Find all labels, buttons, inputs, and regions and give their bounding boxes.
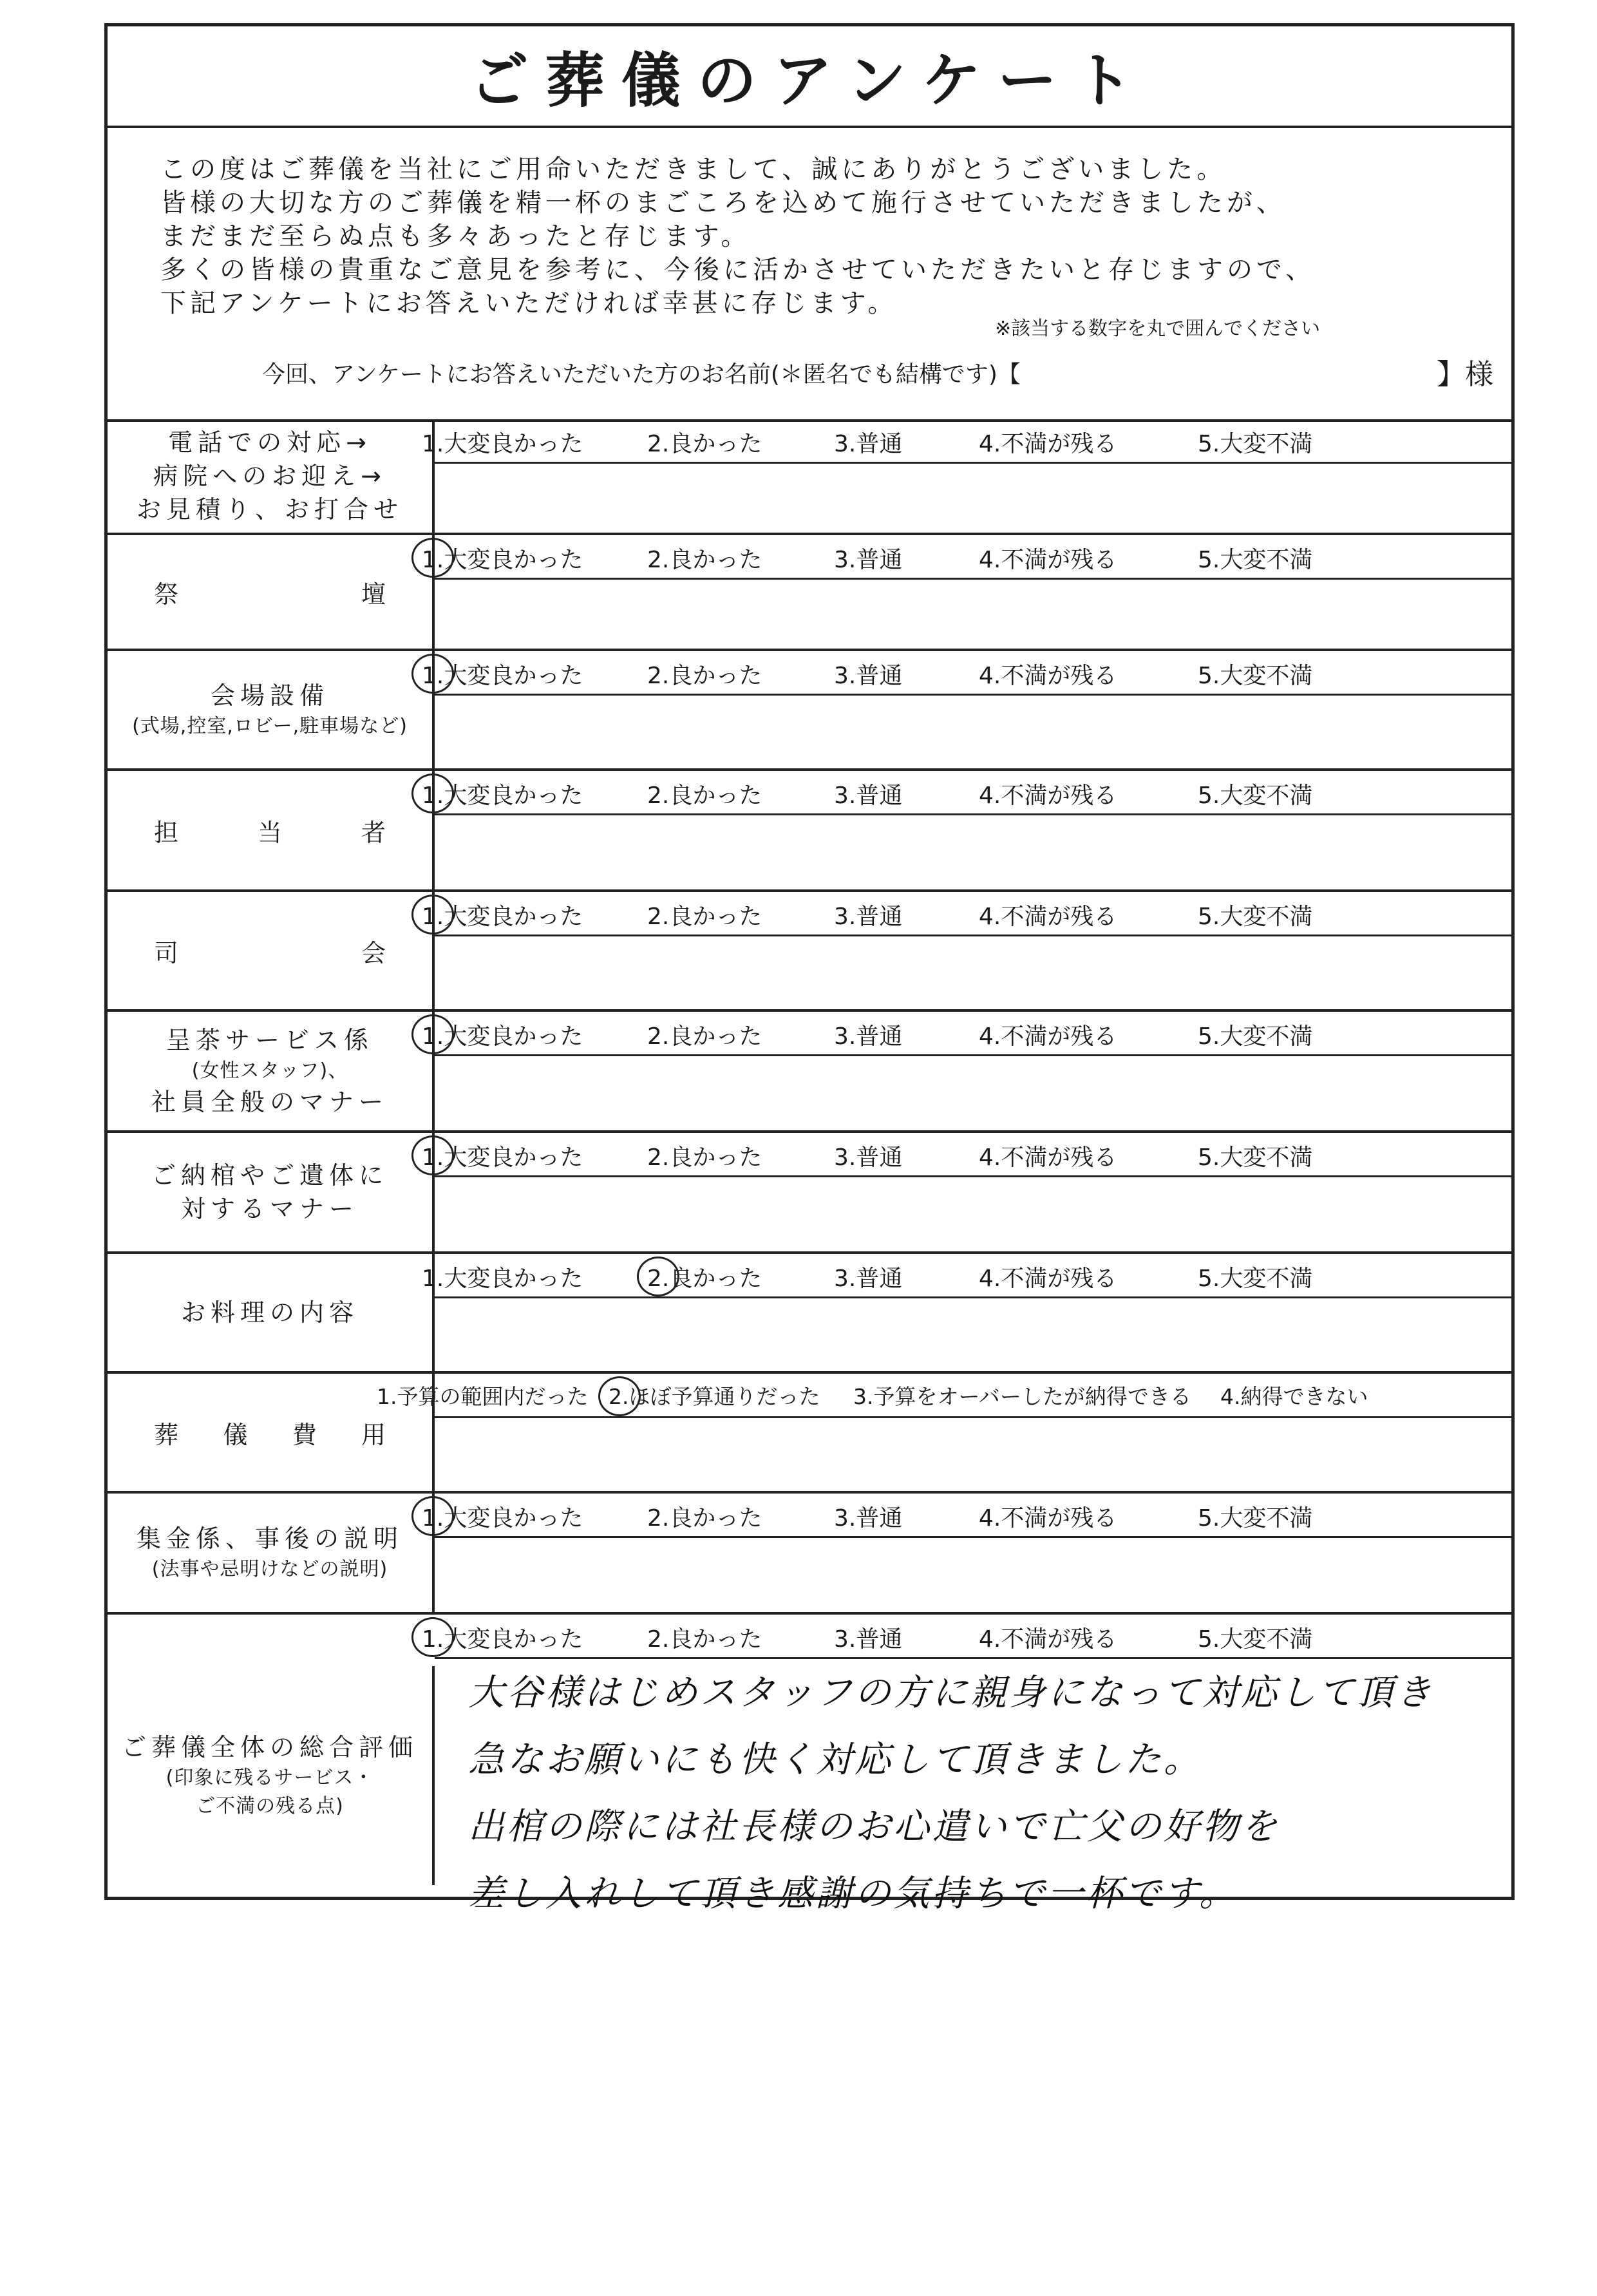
selected-circle <box>598 1376 641 1416</box>
label-sub: (印象に残るサービス・ <box>165 1767 374 1789</box>
option-divider <box>435 1296 1511 1298</box>
label-char: 当 <box>257 818 282 847</box>
rating-option[interactable]: 1.大変良かった <box>422 904 583 930</box>
selected-circle <box>411 654 454 694</box>
option-divider <box>435 813 1511 815</box>
label-line: 集金係、事後の説明 <box>136 1524 403 1553</box>
rating-option[interactable]: 3.普通 <box>834 1505 903 1532</box>
intro-line: この度はご葬儀を当社にご用命いただきまして、誠にありがとうございました。 <box>160 155 1227 184</box>
rating-option[interactable]: 4.不満が残る <box>979 1144 1117 1171</box>
rating-option[interactable]: 2.ほぼ予算通りだった <box>609 1384 820 1409</box>
rating-option[interactable]: 5.大変不満 <box>1198 904 1313 930</box>
question-label <box>108 1666 435 1885</box>
rating-option[interactable]: 2.良かった <box>647 1266 762 1292</box>
rating-option[interactable]: 1.大変良かった <box>422 1505 583 1532</box>
handwritten-comment[interactable] <box>468 1660 1434 1928</box>
label-char: 費 <box>292 1420 317 1449</box>
rating-option[interactable]: 1.大変良かった <box>422 1266 583 1292</box>
question-row <box>108 535 1511 651</box>
rating-option[interactable]: 3.普通 <box>834 431 903 457</box>
intro-line: まだまだ至らぬ点も多々あったと存じます。 <box>160 222 751 251</box>
rating-option[interactable]: 2.良かった <box>647 663 762 689</box>
question-row <box>108 1133 1511 1254</box>
title-box <box>108 26 1511 128</box>
option-divider <box>435 1536 1511 1538</box>
intro-section <box>108 126 1511 422</box>
question-rows <box>108 419 1511 1915</box>
rating-option[interactable]: 3.予算をオーバーしたが納得できる <box>853 1384 1191 1409</box>
rating-option[interactable]: 1.予算の範囲内だった <box>377 1384 589 1409</box>
question-label <box>108 1494 435 1612</box>
rating-option[interactable]: 1.大変良かった <box>422 783 583 809</box>
label-spread <box>154 1415 386 1450</box>
intro-line: 下記アンケートにお答えいただければ幸甚に存じます。 <box>160 289 898 318</box>
question-row <box>108 1254 1511 1374</box>
option-divider <box>435 1054 1511 1056</box>
label-char: 壇 <box>361 580 386 609</box>
selected-circle <box>637 1257 679 1296</box>
intro-line: 皆様の大切な方のご葬儀を精一杯のまごころを込めて施行させていただきましたが、 <box>160 188 1286 218</box>
label-spread <box>154 933 386 969</box>
rating-option[interactable]: 3.普通 <box>834 783 903 809</box>
option-divider <box>435 1175 1511 1177</box>
rating-option[interactable]: 4.不満が残る <box>979 547 1117 573</box>
name-suffix: 】様 <box>1437 358 1493 391</box>
name-prompt: 今回、アンケートにお答えいただいた方のお名前(＊匿名でも結構です)【 <box>262 361 1021 388</box>
rating-option[interactable]: 2.良かった <box>647 1144 762 1171</box>
rating-option[interactable]: 5.大変不満 <box>1198 663 1313 689</box>
label-line: ご納棺やご遺体に <box>151 1161 388 1190</box>
label-sub: (式場,控室,ロビー,駐車場など) <box>132 715 408 737</box>
rating-option[interactable]: 5.大変不満 <box>1198 431 1313 457</box>
question-label <box>108 419 435 533</box>
rating-option[interactable]: 5.大変不満 <box>1198 547 1313 573</box>
rating-option[interactable]: 4.不満が残る <box>979 663 1117 689</box>
rating-option[interactable]: 3.普通 <box>834 663 903 689</box>
rating-option[interactable]: 3.普通 <box>834 1144 903 1171</box>
rating-option[interactable]: 3.普通 <box>834 904 903 930</box>
label-line: 社員全般のマナー <box>151 1088 388 1116</box>
selected-circle <box>411 1014 454 1054</box>
rating-option[interactable]: 3.普通 <box>834 547 903 573</box>
label-char: 会 <box>361 938 386 967</box>
comment-line: 急なお願いにも快く対応して頂きました。 <box>468 1739 1202 1781</box>
selected-circle <box>411 773 454 813</box>
question-label <box>108 1133 435 1251</box>
label-line: 呈茶サービス係 <box>165 1026 373 1054</box>
selected-circle <box>411 538 454 578</box>
rating-option[interactable]: 5.大変不満 <box>1198 783 1313 809</box>
question-row <box>108 651 1511 771</box>
option-divider <box>435 578 1511 580</box>
rating-option[interactable]: 3.普通 <box>834 1626 903 1653</box>
rating-option[interactable]: 4.不満が残る <box>979 904 1117 930</box>
selected-circle <box>411 1496 454 1536</box>
label-line: 対するマナー <box>180 1195 359 1223</box>
rating-option[interactable]: 3.普通 <box>834 1266 903 1292</box>
label-line: 会場設備 <box>210 681 329 710</box>
rating-option[interactable]: 2.良かった <box>647 783 762 809</box>
rating-option[interactable]: 2.良かった <box>647 547 762 573</box>
question-row <box>108 1615 1511 2296</box>
question-label <box>108 651 435 768</box>
page-title: ご葬儀のアンケート <box>469 46 1150 115</box>
label-line: 電話での対応→ <box>168 428 372 457</box>
rating-option[interactable]: 2.良かった <box>647 1626 762 1653</box>
rating-option[interactable]: 4.不満が残る <box>979 431 1117 457</box>
label-sub: (女性スタッフ)、 <box>191 1059 348 1082</box>
question-label <box>108 1254 435 1371</box>
rating-option[interactable]: 1.大変良かった <box>422 663 583 689</box>
option-divider <box>435 935 1511 936</box>
rating-option[interactable]: 1.大変良かった <box>422 1626 583 1653</box>
option-divider <box>435 462 1511 464</box>
label-char: 司 <box>154 938 179 967</box>
rating-option[interactable]: 5.大変不満 <box>1198 1626 1313 1653</box>
question-row <box>108 771 1511 892</box>
comment-line: 大谷様はじめスタッフの方に親身になって対応して頂き <box>468 1672 1434 1714</box>
label-line: ご葬儀全体の総合評価 <box>121 1733 418 1761</box>
question-label <box>108 771 435 889</box>
rating-option[interactable]: 2.良かった <box>647 431 762 457</box>
option-divider <box>435 1416 1511 1418</box>
label-char: 担 <box>154 818 179 847</box>
selected-circle <box>411 1135 454 1175</box>
label-char: 用 <box>361 1420 386 1449</box>
rating-option[interactable]: 1.大変良かった <box>422 1144 583 1171</box>
question-row <box>108 419 1511 535</box>
label-spread <box>154 574 386 610</box>
option-divider <box>435 694 1511 696</box>
rating-option[interactable]: 5.大変不満 <box>1198 1266 1313 1292</box>
selected-circle <box>411 1617 454 1657</box>
rating-option[interactable]: 1.大変良かった <box>422 1023 583 1050</box>
rating-option[interactable]: 2.良かった <box>647 1505 762 1532</box>
label-char: 祭 <box>154 580 179 609</box>
survey-sheet <box>104 23 1515 1915</box>
label-char: 者 <box>361 818 386 847</box>
rating-option[interactable]: 5.大変不満 <box>1198 1144 1313 1171</box>
question-label <box>108 1012 435 1130</box>
question-label <box>108 892 435 1009</box>
rating-option[interactable]: 1.大変良かった <box>422 431 583 457</box>
rating-option[interactable]: 3.普通 <box>834 1023 903 1050</box>
rating-option[interactable]: 4.不満が残る <box>979 1266 1117 1292</box>
label-line: 病院へのお迎え→ <box>153 462 386 490</box>
question-row <box>108 1374 1511 1494</box>
label-line: お見積り、お打合せ <box>136 495 403 524</box>
rating-option[interactable]: 4.納得できない <box>1220 1384 1368 1409</box>
rating-option[interactable]: 1.大変良かった <box>422 547 583 573</box>
label-sub: (法事や忌明けなどの説明) <box>151 1558 388 1580</box>
label-spread <box>154 813 386 848</box>
rating-option[interactable]: 2.良かった <box>647 904 762 930</box>
question-row <box>108 1012 1511 1133</box>
rating-option[interactable]: 5.大変不満 <box>1198 1505 1313 1532</box>
instruction-note: ※該当する数字を丸で囲んでください <box>995 318 1321 340</box>
question-row <box>108 892 1511 1012</box>
rating-option[interactable]: 4.不満が残る <box>979 783 1117 809</box>
rating-option[interactable]: 4.不満が残る <box>979 1626 1117 1653</box>
comment-line: 差し入れして頂き感謝の気持ちで一杯です。 <box>468 1873 1238 1915</box>
selected-circle <box>411 895 454 935</box>
rating-option[interactable]: 4.不満が残る <box>979 1505 1117 1532</box>
rating-option[interactable]: 2.良かった <box>647 1023 762 1050</box>
rating-option[interactable]: 5.大変不満 <box>1198 1023 1313 1050</box>
rating-option[interactable]: 4.不満が残る <box>979 1023 1117 1050</box>
label-line: お料理の内容 <box>180 1298 359 1327</box>
label-char: 儀 <box>223 1420 248 1449</box>
comment-line: 出棺の際には社長様のお心遣いで亡父の好物を <box>468 1806 1280 1848</box>
option-divider <box>435 1657 1511 1659</box>
question-label <box>108 535 435 649</box>
intro-line: 多くの皆様の貴重なご意見を参考に、今後に活かさせていただきたいと存じますので、 <box>160 255 1316 285</box>
label-sub: ご不満の残る点) <box>196 1795 344 1817</box>
label-char: 葬 <box>154 1420 179 1449</box>
question-row <box>108 1494 1511 1615</box>
